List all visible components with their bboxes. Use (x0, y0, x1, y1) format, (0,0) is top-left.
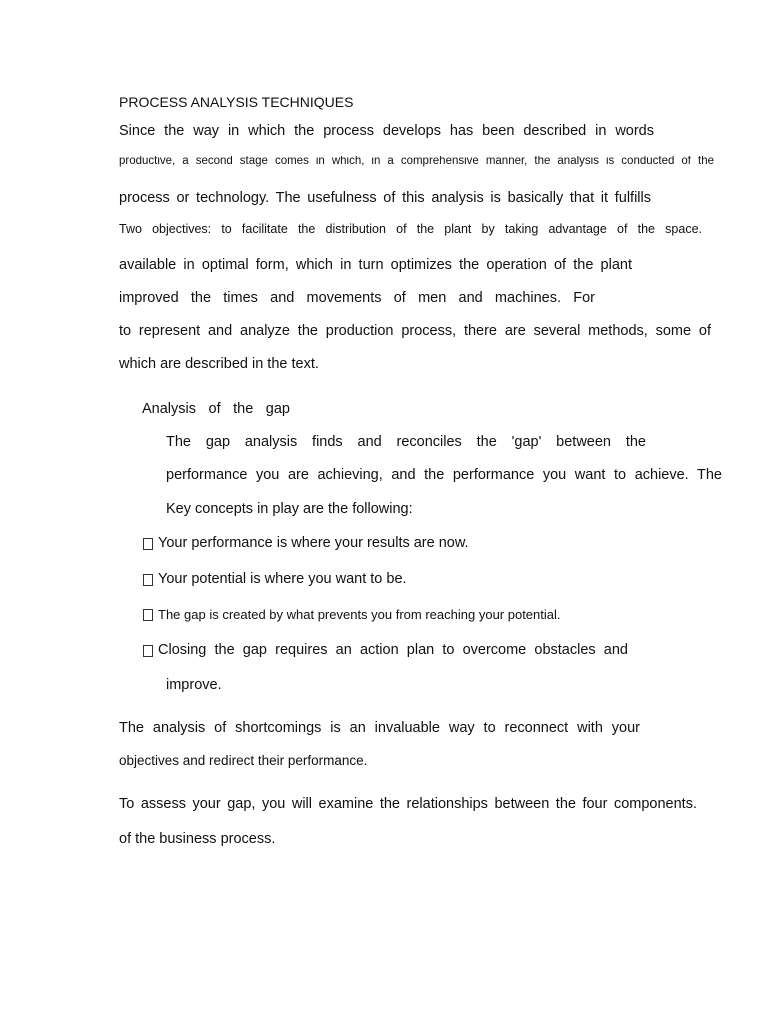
intro-line: Two objectives: to facilitate the distribution of the plant by taking advantage of the space. (119, 223, 702, 236)
bullet-item: Your potential is where you want to be. (158, 571, 407, 587)
bullet-item: Your performance is where your results are now. (158, 535, 469, 551)
closing-line: The analysis of shortcomings is an invaluable way to reconnect with your (119, 721, 640, 736)
bullet-box-icon (143, 574, 153, 586)
section-line: The gap analysis finds and reconciles the 'gap' between the (166, 435, 646, 450)
intro-line: available in optimal form, which in turn optimizes the operation of the plant (119, 258, 632, 273)
section-heading: Analysis of the gap (142, 402, 290, 417)
bullet-box-icon (143, 538, 153, 550)
closing-line: To assess your gap, you will examine the relationships between the four components. (119, 797, 697, 812)
intro-line: productive, a second stage comes in which, in a comprehensive manner, the analysis is conducted of the (119, 156, 714, 167)
bullet-box-icon (143, 609, 153, 621)
closing-line: of the business process. (119, 831, 276, 847)
intro-line: Since the way in which the process develops has been described in words (119, 124, 654, 139)
section-line: performance you are achieving, and the performance you want to achieve. The (166, 468, 722, 483)
bullet-item: The gap is created by what prevents you from reaching your potential. (158, 607, 561, 622)
intro-line: which are described in the text. (119, 356, 319, 372)
bullet-continuation: improve. (166, 677, 222, 693)
closing-line: objectives and redirect their performance. (119, 753, 368, 768)
intro-line: to represent and analyze the production process, there are several methods, some of (119, 324, 711, 339)
bullet-box-icon (143, 645, 153, 657)
bullet-item: Closing the gap requires an action plan to overcome obstacles and (158, 643, 628, 658)
document-title: PROCESS ANALYSIS TECHNIQUES (119, 94, 354, 110)
intro-line: improved the times and movements of men and machines. For (119, 291, 595, 306)
intro-line: process or technology. The usefulness of this analysis is basically that it fulfills (119, 191, 651, 206)
section-line: Key concepts in play are the following: (166, 501, 413, 517)
